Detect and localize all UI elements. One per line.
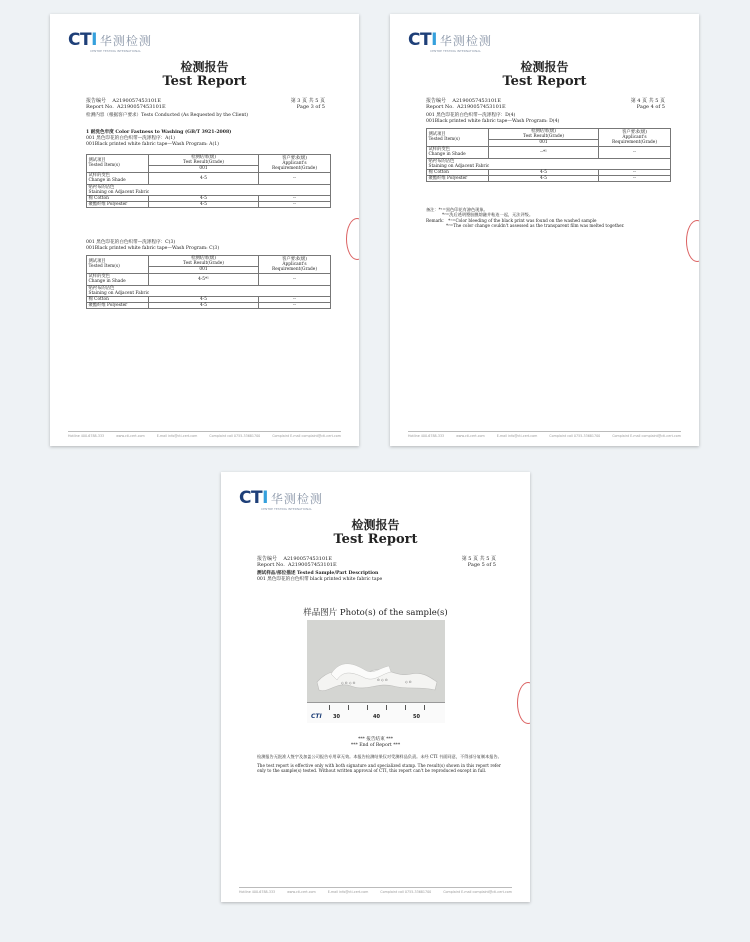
row-shade-en: Change in Shade bbox=[428, 152, 466, 158]
row-stain-cn: 贴衬布的沾色 bbox=[428, 158, 455, 164]
ruler-number: 50 bbox=[413, 714, 420, 720]
cti-logo bbox=[239, 488, 323, 511]
sample-desc-en: 001Black printed white fabric tape—Wash Program: C(3) bbox=[86, 245, 220, 251]
row-polyester: 聚酯纤维 Polyester bbox=[87, 303, 149, 309]
remarks bbox=[426, 207, 671, 229]
row-stain-en: Staining on Adjacent Fabric bbox=[88, 189, 150, 195]
sample-desc-cn: 001 黑色印花的白色织带—洗涤程序：C(3) bbox=[86, 240, 176, 245]
row-stain-cn: 贴衬布的沾色 bbox=[88, 285, 115, 291]
result-polyester: 4-5 bbox=[149, 303, 259, 309]
report-label-cn: 报告编号 bbox=[86, 98, 107, 104]
req-shade: -- bbox=[259, 172, 331, 184]
footer-complaint-email: Complaint E-mail complaint@cti-cert.com bbox=[443, 890, 512, 894]
sample-number: 001 bbox=[149, 267, 259, 273]
result-cotton: 4-5 bbox=[489, 170, 599, 176]
results-table-d bbox=[426, 128, 671, 182]
note-en-2: *²=The color change couldn't assessed as the transparent film was melted together. bbox=[446, 223, 625, 229]
col-result-cn: 检测结果(级) bbox=[191, 155, 216, 160]
report-number: A2190057453101E bbox=[457, 104, 506, 110]
report-title-en: Test Report bbox=[333, 532, 418, 547]
report-label-en: Report No. bbox=[426, 104, 454, 110]
result-cotton: 4-5 bbox=[149, 297, 259, 303]
note-en-1: *¹=Color bleeding of the black print was found on the washed sample bbox=[448, 217, 597, 223]
page-footer bbox=[68, 431, 341, 438]
row-stain-en: Staining on Adjacent Fabric bbox=[88, 290, 150, 296]
sample-number: 001 bbox=[489, 140, 599, 146]
sample-desc-line: 001 黑色印花的白色织带 black printed white fabric tape bbox=[257, 576, 383, 582]
footer-complaint-email: Complaint E-mail complaint@cti-cert.com bbox=[272, 434, 341, 438]
ruler-tick bbox=[405, 705, 406, 710]
red-seal-stamp bbox=[346, 218, 359, 260]
sample-desc-cn: 001 黑色印花的白色织带—洗涤程序：A(1) bbox=[86, 136, 175, 141]
footer-web: www.cti-cert.com bbox=[116, 434, 145, 438]
footer-email: E-mail info@cti-cert.com bbox=[156, 434, 198, 438]
col-item-cn: 测试项目 bbox=[88, 259, 106, 265]
svg-text:⊙ ◇ ⊙: ⊙ ◇ ⊙ bbox=[377, 678, 388, 682]
req-cotton: -- bbox=[259, 196, 331, 202]
section-heading: 1 耐洗色牢度 Color Fastness to Washing (GB/T 3921-2008) bbox=[86, 130, 232, 135]
footer-complaint: Complaint call 0755-33681700 bbox=[209, 434, 261, 438]
tests-conducted: 检测内容（根据客户要求）Tests Conducted (As Requested by the Client) bbox=[86, 113, 249, 118]
report-label-cn: 报告编号 bbox=[257, 556, 278, 562]
req-polyester: -- bbox=[259, 202, 331, 208]
req-cotton: -- bbox=[599, 170, 671, 176]
row-polyester: 聚酯纤维 Polyester bbox=[427, 176, 489, 182]
logo-cn: 华测检测 bbox=[439, 34, 492, 48]
logo-cn: 华测检测 bbox=[99, 34, 152, 48]
sample-desc-en: 001Black printed white fabric tape—Wash Program: D(4) bbox=[426, 118, 560, 124]
report-page-5 bbox=[221, 472, 530, 902]
result-shade: 4-5 bbox=[149, 172, 259, 184]
col-item-cn: 测试项目 bbox=[88, 158, 106, 164]
statement-cn: 检测报告无批准人签字及加盖公司报告专用章无效。本报告检测结果仅对受测样品负责。未经 CTI 书面同意，不得部分复制本报告。 bbox=[257, 754, 502, 759]
ruler-tick bbox=[348, 705, 349, 710]
sample-number: 001 bbox=[149, 166, 259, 172]
report-meta bbox=[426, 98, 665, 110]
page-number-en: Page 3 of 5 bbox=[296, 104, 325, 110]
ruler-tick bbox=[367, 705, 368, 710]
col-req-en2: Requirement(Grade) bbox=[271, 165, 318, 171]
report-label-cn: 报告编号 bbox=[426, 98, 447, 104]
req-shade: -- bbox=[599, 146, 671, 158]
row-stain-cn: 贴衬布的沾色 bbox=[88, 184, 115, 190]
report-page-4 bbox=[390, 14, 699, 446]
footer-hotline: Hotline 400-6788-333 bbox=[239, 890, 276, 894]
end-of-report-cn: *** 报告结束 *** bbox=[357, 737, 394, 742]
statement bbox=[257, 754, 502, 774]
measuring-ruler bbox=[307, 702, 445, 723]
photo-title: 样品图片 Photo(s) of the sample(s) bbox=[303, 608, 448, 618]
page-number-cn: 第 4 页 共 5 页 bbox=[630, 98, 665, 104]
report-label-en: Report No. bbox=[257, 562, 285, 568]
col-item-cn: 测试项目 bbox=[428, 132, 446, 138]
ruler-logo: CTI bbox=[311, 713, 322, 720]
logo-en: CENTRE TESTING INTERNATIONAL bbox=[261, 507, 312, 511]
svg-text:◇ ⊙: ◇ ⊙ bbox=[405, 680, 412, 684]
ruler-tick bbox=[329, 705, 330, 710]
page-number-cn: 第 5 页 共 5 页 bbox=[461, 556, 496, 562]
report-title-en: Test Report bbox=[502, 74, 587, 89]
red-seal-stamp bbox=[686, 220, 699, 262]
red-seal-stamp bbox=[517, 682, 530, 724]
note-cn-1: *¹=黑色印花有渗色现象。 bbox=[438, 207, 488, 212]
col-req-en: Applicant's bbox=[622, 134, 647, 140]
logo-en: CENTRE TESTING INTERNATIONAL bbox=[430, 49, 481, 53]
logo-letters: CTI bbox=[68, 30, 97, 50]
row-shade-cn: 试样的变色 bbox=[88, 273, 110, 279]
col-result-en: Test Result(Grade) bbox=[183, 261, 224, 267]
row-shade-cn: 试样的变色 bbox=[88, 172, 110, 178]
col-req-en: Applicant's bbox=[282, 261, 307, 267]
cti-logo bbox=[68, 30, 152, 53]
req-cotton: -- bbox=[259, 297, 331, 303]
req-shade: -- bbox=[259, 273, 331, 285]
sample-desc-en: 001Black printed white fabric tape—Wash Program: A(1) bbox=[86, 141, 219, 147]
report-page-3 bbox=[50, 14, 359, 446]
footer-email: E-mail info@cti-cert.com bbox=[327, 890, 369, 894]
report-number: A2190057453101E bbox=[283, 556, 332, 562]
col-req-en2: Requirement(Grade) bbox=[611, 139, 658, 145]
col-item-en: Tested Item(s) bbox=[88, 264, 120, 270]
report-number: A2190057453101E bbox=[452, 98, 501, 104]
col-req-cn: 客户要求(级) bbox=[282, 155, 307, 161]
report-title-cn: 检测报告 bbox=[180, 60, 229, 74]
row-shade-en: Change in Shade bbox=[88, 279, 126, 285]
ruler-tick bbox=[424, 705, 425, 710]
logo-letters: CTI bbox=[408, 30, 437, 50]
footer-complaint: Complaint call 0755-33681700 bbox=[549, 434, 601, 438]
ruler-number: 30 bbox=[333, 714, 340, 720]
row-polyester: 聚酯纤维 Polyester bbox=[87, 202, 149, 208]
col-result-cn: 检测结果(级) bbox=[531, 129, 556, 134]
footer-hotline: Hotline 400-6788-333 bbox=[68, 434, 105, 438]
footer-complaint: Complaint call 0755-33681700 bbox=[380, 890, 432, 894]
result-cotton: 4-5 bbox=[149, 196, 259, 202]
col-result-en: Test Result(Grade) bbox=[183, 160, 224, 166]
note-label-cn: 备注： bbox=[426, 207, 439, 212]
footer-complaint-email: Complaint E-mail complaint@cti-cert.com bbox=[612, 434, 681, 438]
ruler-number: 40 bbox=[373, 714, 380, 720]
result-polyester: 4-5 bbox=[149, 202, 259, 208]
note-label-en: Remark： bbox=[426, 217, 447, 223]
req-polyester: -- bbox=[599, 176, 671, 182]
sample-photo bbox=[307, 620, 445, 723]
footer-hotline: Hotline 400-6788-333 bbox=[408, 434, 445, 438]
result-shade: 4-5*¹ bbox=[149, 273, 259, 285]
col-req-en: Applicant's bbox=[282, 160, 307, 166]
ruler-tick bbox=[386, 705, 387, 710]
report-title-en: Test Report bbox=[162, 74, 247, 89]
page-footer bbox=[408, 431, 681, 438]
note-cn-2: *²=洗后透明塑胶膜熔融并粘连一起，无法评级。 bbox=[442, 212, 534, 218]
report-meta bbox=[257, 556, 496, 568]
report-number: A2190057453101E bbox=[112, 98, 161, 104]
page-number-en: Page 4 of 5 bbox=[636, 104, 665, 110]
logo-letters: CTI bbox=[239, 488, 268, 508]
req-polyester: -- bbox=[259, 303, 331, 309]
report-meta bbox=[86, 98, 325, 110]
sample-desc-cn: 001 黑色印花的白色织带—洗涤程序：D(4) bbox=[426, 113, 516, 118]
page-number-cn: 第 3 页 共 5 页 bbox=[290, 98, 325, 104]
col-result-en: Test Result(Grade) bbox=[523, 134, 564, 140]
statement-en: The test report is effective only with both signature and specialized stamp. The result(s) shown in this report refer only to the sample(s) tested. Without written approval of CTI, this report can't be reproduced except in full. bbox=[257, 762, 501, 774]
results-table-a bbox=[86, 154, 331, 208]
sample-desc-title: 测试样品/部位描述 Tested Sample/Part Description bbox=[257, 571, 379, 576]
col-item-en: Tested Item(s) bbox=[428, 137, 460, 143]
row-cotton: 棉 Cotton bbox=[87, 196, 149, 202]
col-result-cn: 检测结果(级) bbox=[191, 256, 216, 261]
end-of-report-en: *** End of Report *** bbox=[350, 743, 401, 748]
page-number-en: Page 5 of 5 bbox=[467, 562, 496, 568]
footer-email: E-mail info@cti-cert.com bbox=[496, 434, 538, 438]
footer-web: www.cti-cert.com bbox=[287, 890, 316, 894]
col-req-cn: 客户要求(级) bbox=[622, 129, 647, 135]
report-title-cn: 检测报告 bbox=[520, 60, 569, 74]
row-shade-en: Change in Shade bbox=[88, 178, 126, 184]
report-title-cn: 检测报告 bbox=[351, 518, 400, 532]
fabric-tape-image bbox=[307, 620, 445, 703]
col-req-en2: Requirement(Grade) bbox=[271, 266, 318, 272]
footer-web: www.cti-cert.com bbox=[456, 434, 485, 438]
row-shade-cn: 试样的变色 bbox=[428, 146, 450, 152]
row-stain-en: Staining on Adjacent Fabric bbox=[428, 163, 490, 169]
cti-logo bbox=[408, 30, 492, 53]
logo-cn: 华测检测 bbox=[270, 492, 323, 506]
row-cotton: 棉 Cotton bbox=[427, 170, 489, 176]
row-cotton: 棉 Cotton bbox=[87, 297, 149, 303]
report-number: A2190057453101E bbox=[288, 562, 337, 568]
logo-en: CENTRE TESTING INTERNATIONAL bbox=[90, 49, 141, 53]
result-polyester: 4-5 bbox=[489, 176, 599, 182]
report-number: A2190057453101E bbox=[117, 104, 166, 110]
svg-text:◇ ⊙ ◇ ⊙: ◇ ⊙ ◇ ⊙ bbox=[341, 681, 356, 685]
result-shade: --*¹ bbox=[489, 146, 599, 158]
col-req-cn: 客户要求(级) bbox=[282, 256, 307, 262]
page-footer bbox=[239, 887, 512, 894]
results-table-c bbox=[86, 255, 331, 309]
report-label-en: Report No. bbox=[86, 104, 114, 110]
col-item-en: Tested Item(s) bbox=[88, 163, 120, 169]
